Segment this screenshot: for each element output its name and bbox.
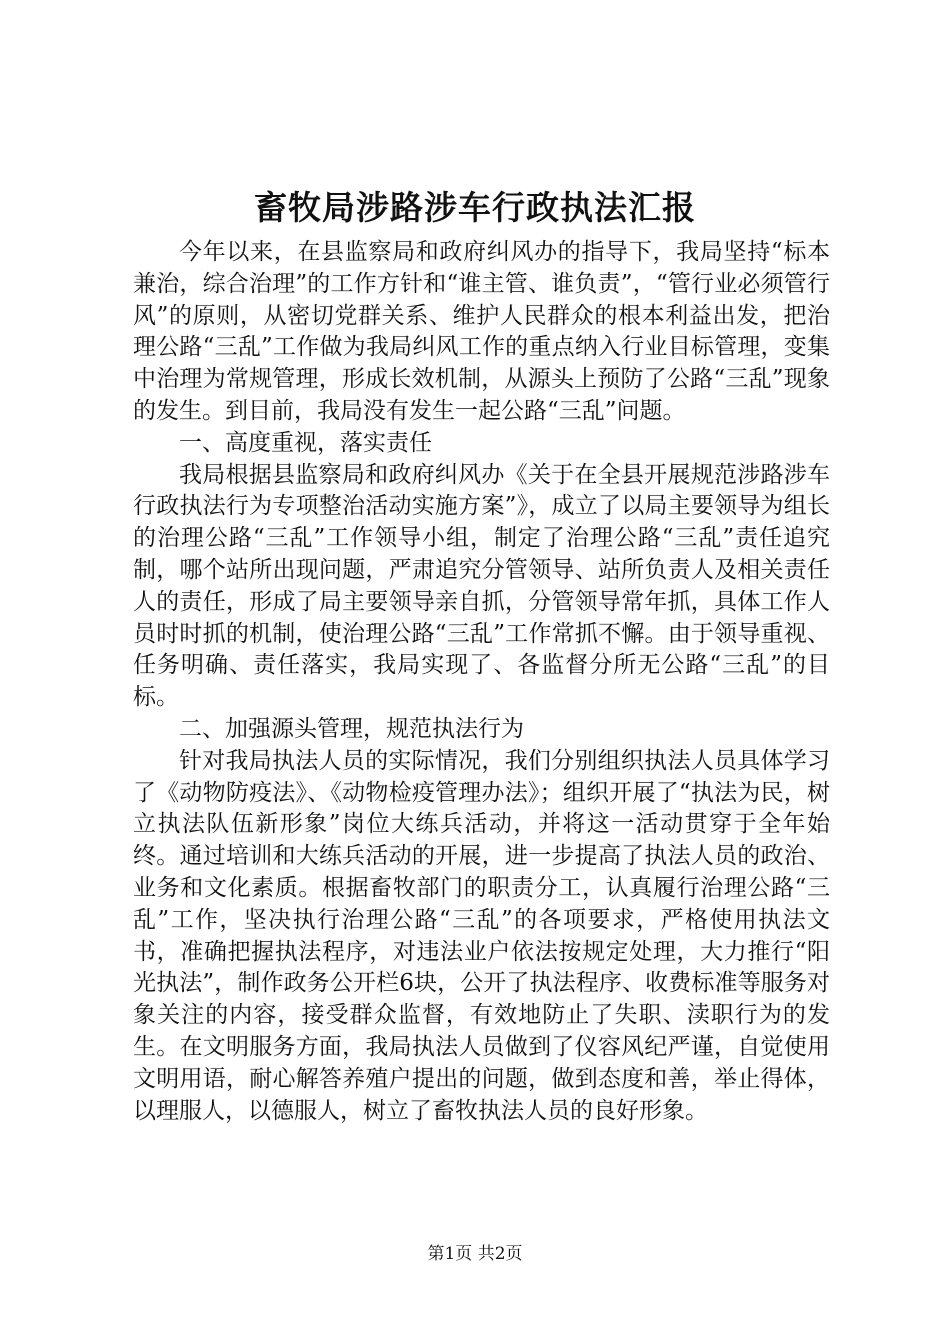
section-1-heading: 一、高度重视，落实责任 xyxy=(179,429,432,456)
document-title: 畜牧局涉路涉车行政执法汇报 xyxy=(254,188,696,227)
section-2-paragraph: 针对我局执法人员的实际情况，我们分别组织执法人员具体学习了《动物防疫法》、《动物检疫管理办法》；组织开展了“执法为民，树立执法队伍新形象”岗位大练兵活动，并将这一活动贯穿于全年始终。通过培训和大练兵活动的开展，进一步提高了执法人员的政治、业务和文化素质。根据畜牧部门的职责分工，认真履行治理公路“三乱”工作，坚决执行治理公路“三乱”的各项要求，严格使用执法文书，准确把握执法程序，对违法业户依法按规定处理，大力推行“阳光执法”，制作政务公开栏6块，公开了执法程序、收费标准等服务对象关注的内容，接受群众监督，有效地防止了失职、渎职行为的发生。在文明服务方面，我局执法人员做到了仪容风纪严谨，自觉使用文明用语，耐心解答养殖户提出的问题，做到态度和善，举止得体，以理服人，以德服人，树立了畜牧执法人员的良好形象。 xyxy=(133,747,830,1124)
document-body xyxy=(133,237,830,1127)
intro-paragraph: 今年以来，在县监察局和政府纠风办的指导下，我局坚持“标本兼治，综合治理”的工作方针和“谁主管、谁负责”，“管行业必须管行风”的原则，从密切党群关系、维护人民群众的根本利益出发，把治理公路“三乱”工作做为我局纠风工作的重点纳入行业目标管理，变集中治理为常规管理，形成长效机制，从源头上预防了公路“三乱”现象的发生。到目前，我局没有发生一起公路“三乱”问题。 xyxy=(133,239,830,424)
section-1-paragraph: 我局根据县监察局和政府纠风办《关于在全县开展规范涉路涉车行政执法行为专项整治活动实施方案”》，成立了以局主要领导为组长的治理公路“三乱”工作领导小组，制定了治理公路“三乱”责任追究制，哪个站所出现问题，严肃追究分管领导、站所负责人及相关责任人的责任，形成了局主要领导亲自抓，分管领导常年抓，具体工作人员时时抓的机制，使治理公路“三乱”工作常抓不懈。由于领导重视、任务明确、责任落实，我局实现了、各监督分所无公路“三乱”的目标。 xyxy=(133,461,830,711)
page-number-footer: 第1页 共2页 xyxy=(427,1244,523,1264)
section-2-heading: 二、加强源头管理，规范执法行为 xyxy=(179,715,524,742)
